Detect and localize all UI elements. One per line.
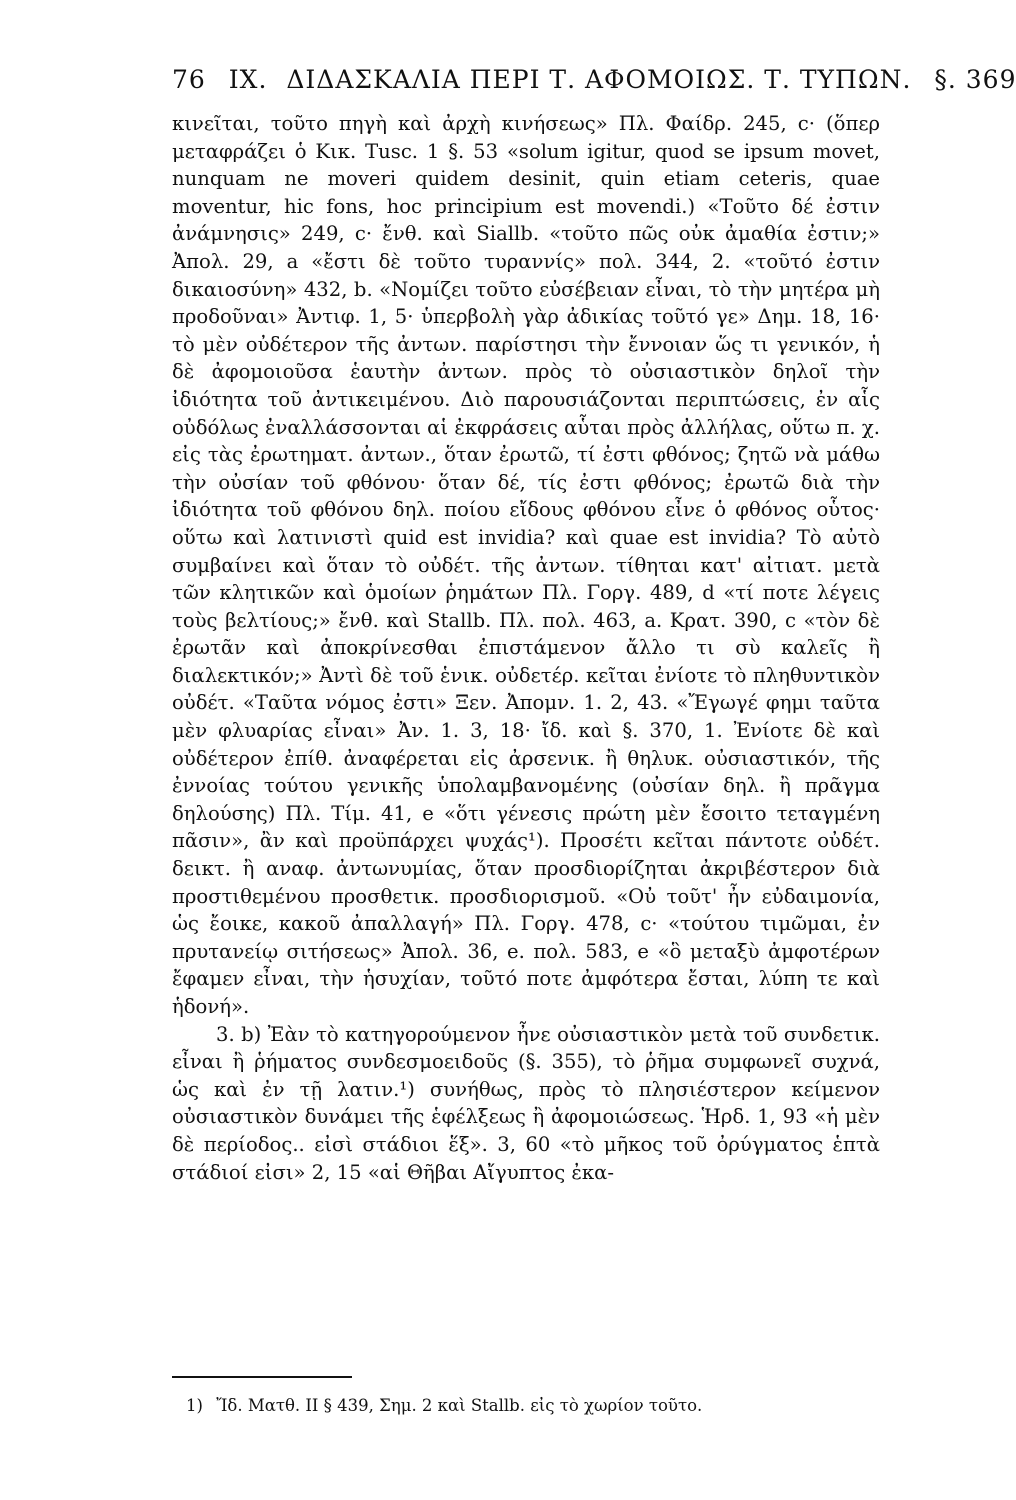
section-mark: §. 369	[934, 65, 1016, 94]
page-number: 76	[172, 65, 206, 94]
section-number: IX.	[228, 65, 268, 94]
footnote	[186, 1390, 880, 1422]
paragraph-1: κινεῖται, τοῦτο πηγὴ καὶ ἀρχὴ κινήσεως» Πλ. Φαίδρ. 245, c· (ὅπερ μεταφράζει ὁ Κικ. Tusc. 1 §. 53 «solum igitur, quod se ipsum movet, nunquam ne moveri quidem desinit, quin etiam ceteris, quae moventur, hic fons, hoc principium est movendi.) «Τοῦτο δέ ἐστιν ἀνάμνησις» 249, c· ἔνθ. καὶ Siallb. «τοῦτο πῶς οὐκ ἀμαθία ἐστιν;» Ἀπολ. 29, a «ἔστι δὲ τοῦτο τυραννίς» πολ. 344, 2. «τοῦτό ἐστιν δικαιοσύνη» 432, b. «Νομίζει τοῦτο εὐσέβειαν εἶναι, τὸ τὴν μητέρα μὴ προδοῦναι» Ἀντιφ. 1, 5· ὑπερβολὴ γὰρ ἀδικίας τοῦτό γε» Δημ. 18, 16· τὸ μὲν οὐδέτερον τῆς ἀντων. παρίστησι τὴν ἔννοιαν ὥς τι γενικόν, ἡ δὲ ἀφομοιοῦσα ἑαυτὴν ἀντων. πρὸς τὸ οὐσιαστικὸν δηλοῖ τὴν ἰδιότητα τοῦ ἀντικειμένου. Διὸ παρουσιάζονται περιπτώσεις, ἐν αἷς οὐδόλως ἐναλλάσσονται αἱ ἐκφράσεις αὗται πρὸς ἀλλήλας, οὕτω π. χ. εἰς τὰς ἐρωτηματ. ἀντων., ὅταν ἐρωτῶ, τί ἐστι φθόνος; ζητῶ νὰ μάθω τὴν οὐσίαν τοῦ φθόνου· ὅταν δέ, τίς ἐστι φθόνος; ἐρωτῶ διὰ τὴν ἰδιότητα τοῦ φθόνου δηλ. ποίου εἴδους φθόνου εἶνε ὁ φθόνος οὗτος· οὕτω καὶ λατινιστὶ quid est invidia? καὶ quae est invidia? Τὸ αὐτὸ συμβαίνει καὶ ὅταν τὸ οὐδέτ. τῆς ἀντων. τίθηται κατ' αἰτιατ. μετὰ τῶν κλητικῶν καὶ ὁμοίων ῥημάτων Πλ. Γοργ. 489, d «τί ποτε λέγεις τοὺς βελτίους;» ἔνθ. καὶ Stallb. Πλ. πολ. 463, a. Κρατ. 390, c «τὸν δὲ ἐρωτᾶν καὶ ἀποκρίνεσθαι ἐπιστάμενον ἄλλο τι σὺ καλεῖς ἢ διαλεκτικόν;» Ἀντὶ δὲ τοῦ ἑνικ. οὐδετέρ. κεῖται ἐνίοτε τὸ πληθυντικὸν οὐδέτ. «Ταῦτα νόμος ἐστι» Ξεν. Ἀπομν. 1. 2, 43. «Ἔγωγέ φημι ταῦτα μὲν φλυαρίας εἶναι» Ἀν. 1. 3, 18· ἴδ. καὶ §. 370, 1. Ἐνίοτε δὲ καὶ οὐδέτερον ἐπίθ. ἀναφέρεται εἰς ἀρσενικ. ἢ θηλυκ. οὐσιαστικόν, τῆς ἐννοίας τούτου γενικῆς ὑπολαμβανομένης (οὐσίαν δηλ. ἢ πρᾶγμα δηλούσης) Πλ. Τίμ. 41, e «ὅτι γένεσις πρώτη μὲν ἔσοιτο τεταγμένη πᾶσιν», ἂν καὶ προϋπάρχει ψυχάς¹). Προσέτι κεῖται πάντοτε οὐδέτ. δεικτ. ἢ αναφ. ἀντωνυμίας, ὅταν προσδιορίζηται ἀκριβέστερον διὰ προστιθεμένου προσθετικ. προσδιορισμοῦ. «Οὐ τοῦτ' ἦν εὐδαιμονία, ὡς ἔοικε, κακοῦ ἀπαλλαγή» Πλ. Γοργ. 478, c· «τούτου τιμῶμαι, ἐν πρυτανείῳ σιτήσεως» Ἀπολ. 36, e. πολ. 583, e «ὃ μεταξὺ ἀμφοτέρων ἔφαμεν εἶναι, τὴν ἡσυχίαν, τοῦτό ποτε ἀμφότερα ἔσται, λύπη τε καὶ ἡδονή».	[172, 112, 880, 1018]
body-text	[172, 110, 880, 1360]
running-title: ΔΙΔΑΣΚΑΛΙΑ ΠΕΡΙ Τ. ΑΦΟΜΟΙΩΣ. Τ. ΤΥΠΩΝ.	[286, 65, 912, 94]
footnote-text: Ἴδ. Ματθ. II § 439, Σημ. 2 καὶ Stallb. εἰς τὸ χωρίον τοῦτο.	[216, 1396, 703, 1415]
paragraph-2: 3. b) Ἐὰν τὸ κατηγορούμενον ἦνε οὐσιαστικὸν μετὰ τοῦ συνδετικ. εἶναι ἢ ῥήματος συνδεσμοειδοῦς (§. 355), τὸ ῥῆμα συμφωνεῖ συχνά, ὡς καὶ ἐν τῇ λατιν.¹) συνήθως, πρὸς τὸ πλησιέστερον κείμενον οὐσιαστικὸν δυνάμει τῆς ἑφέλξεως ἢ ἀφομοιώσεως. Ἡρδ. 1, 93 «ἡ μὲν δὲ περίοδος.. εἰσὶ στάδιοι ἕξ». 3, 60 «τὸ μῆκος τοῦ ὀρύγματος ἑπτὰ στάδιοί εἰσι» 2, 15 «αἱ Θῆβαι Αἴγυπτος ἐκα-	[172, 1022, 880, 1184]
footnote-marker: 1)	[186, 1396, 203, 1415]
footnote-divider	[172, 1376, 352, 1378]
running-header	[172, 60, 1016, 100]
